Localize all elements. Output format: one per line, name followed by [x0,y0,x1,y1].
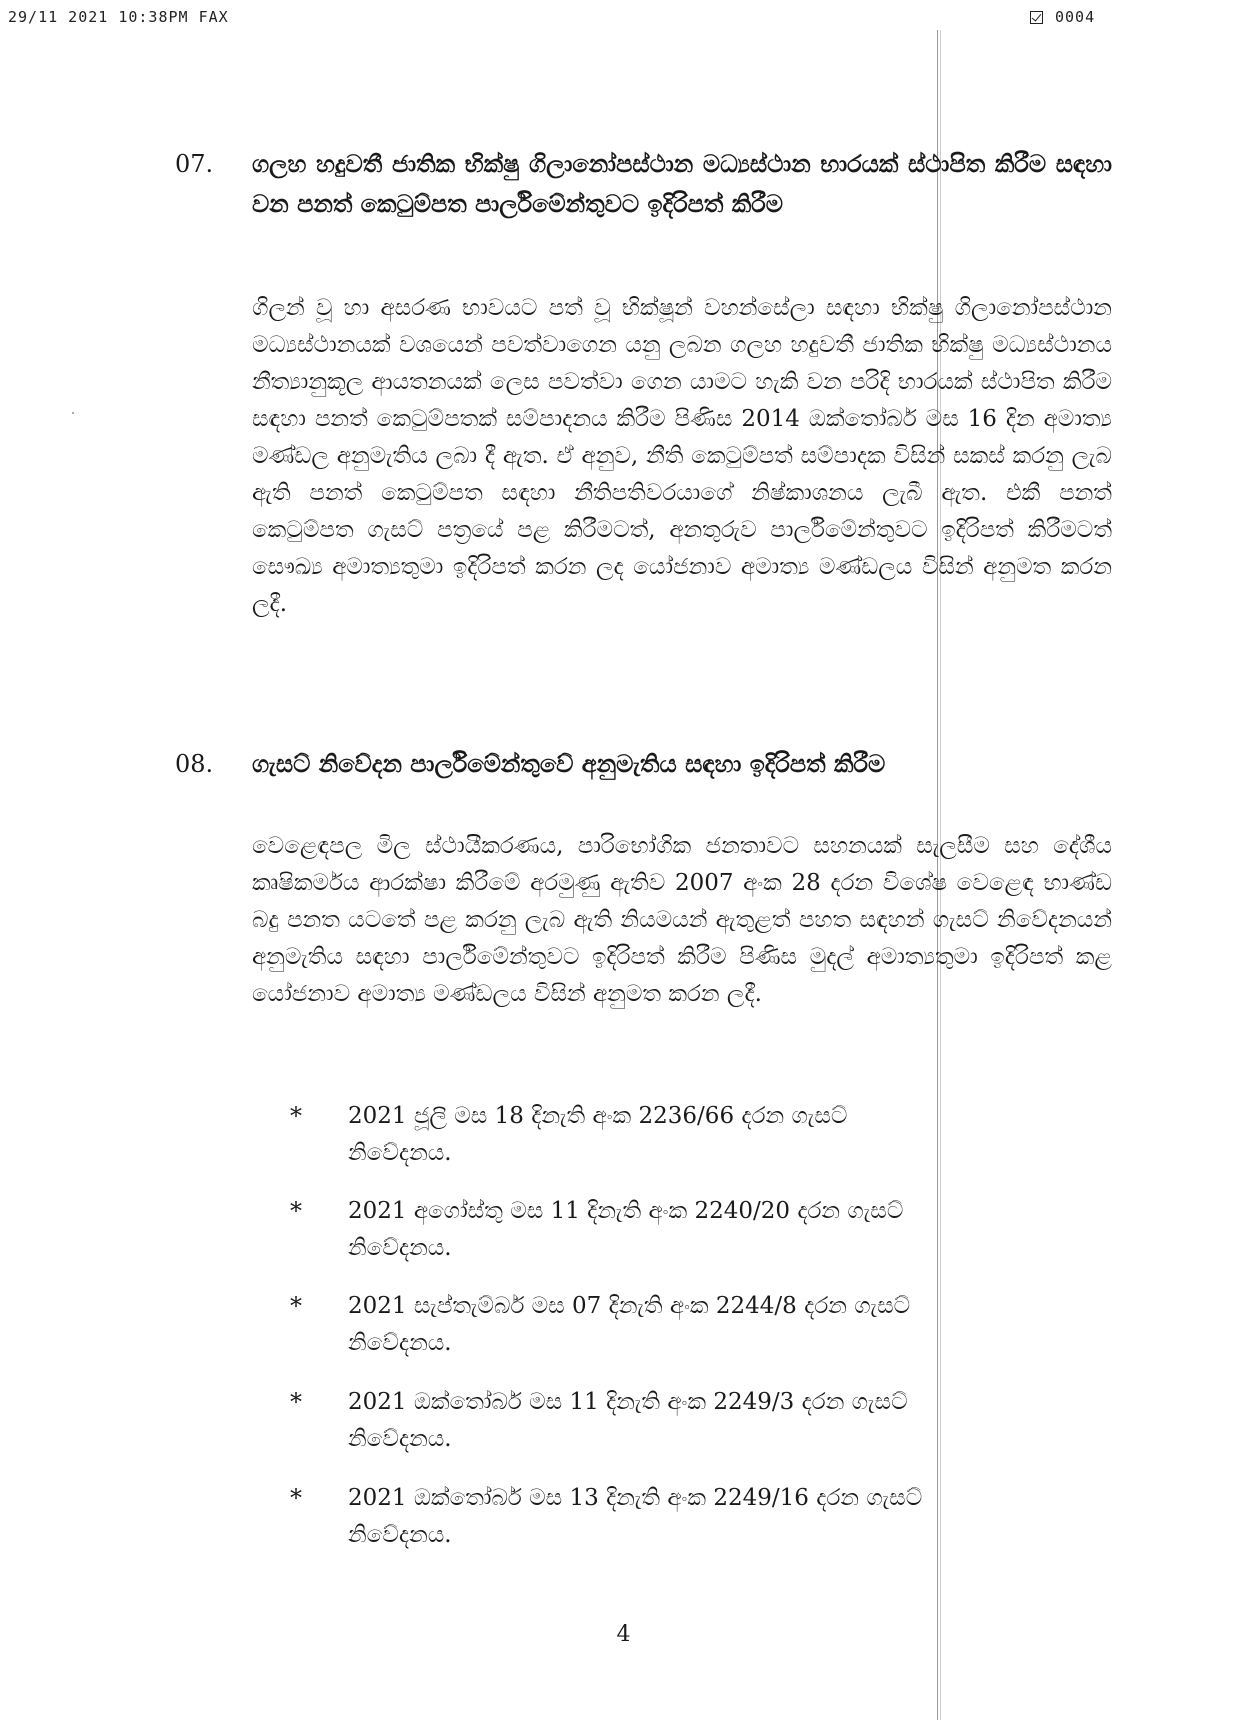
bullet-marker: * [290,1388,302,1416]
section-number: 08. [175,750,214,778]
bullet-text: 2021 සැප්තැම්බර් මස 07 දිනැති අංක 2244/8 දරන ගැසට් නිවේදනය. [348,1293,911,1356]
checkbox-icon [1030,11,1043,24]
fax-page-code: 0004 [1055,8,1096,26]
bullet-text: 2021 ඔක්තෝබර් මස 13 දිනැති අංක 2249/16 දරන ගැසට් නිවේදනය. [348,1485,923,1548]
section-title: ගලහ හදුවතී ජාතික භික්ෂු ගිලානෝපස්ථාන මධ්‍යස්ථාන භාරයක් ස්ථාපිත කිරීම සඳහා වන පනත් කෙටුම්පත පාර්ලිමේන්තුවට ඉදිරිපත් කිරීම [252,149,1112,218]
bullet-marker: * [290,1484,302,1512]
section-number: 07. [175,150,214,178]
section-body: ගිලන් වූ හා අසරණ භාවයට පත් වූ භික්ෂූන් වහන්සේලා සඳහා භික්ෂු ගිලානෝපස්ථාන මධ්‍යස්ථානයක් වශයෙන් පවත්වාගෙන යනු ලබන ගලහ හදුවතී ජාතික භික්ෂු මධ්‍යස්ථානය නීත්‍යානුකූල ආයතනයක් ලෙස පවත්වා ගෙන යාමට හැකි වන පරිදි භාරයක් ස්ථාපිත කිරීම සඳහා පනත් කෙටුම්පතක් සම්පාදනය කිරීම පිණිස 2014 ඔක්තෝබර් මස 16 දින අමාත්‍ය මණ්ඩල අනුමැතිය ලබා දී ඇත. ඒ අනුව, නීති කෙටුම්පත් සම්පාදක විසින් සකස් කරනු ලැබ ඇති පනත් කෙටුම්පත සඳහා නීතිපතිවරයාගේ නිෂ්කාශනය ලැබී ඇත. එකී පනත් කෙටුම්පත ගැසට් පත්‍රයේ පළ කිරීමටත්, අනතුරුව පාර්ලිමේන්තුවට ඉදිරිපත් කිරීමටත් සෞඛ්‍ය අමාත්‍යතුමා ඉදිරිපත් කරන ලද යෝජනාව අමාත්‍ය මණ්ඩලය විසින් අනුමත කරන ලදී. [252,295,1112,617]
fax-datetime: 29/11 2021 10:38PM FAX [8,8,229,26]
bullet-marker: * [290,1197,302,1225]
page-number: 4 [616,1622,631,1647]
bullet-text: 2021 ජූලි මස 18 දිනැති අංක 2236/66 දරන ගැසට් නිවේදනය. [348,1103,848,1166]
bullet-text: 2021 අගෝස්තු මස 11 දිනැති අංක 2240/20 දරන ගැසට් නිවේදනය. [348,1198,904,1261]
section-title: ගැසට් නිවේදන පාර්ලිමේන්තුවේ අනුමැතිය සඳහා ඉදිරිපත් කිරීම [252,749,886,778]
bullet-marker: * [290,1102,302,1130]
fax-header [0,8,1247,32]
fax-page-indicator [1030,8,1095,26]
bullet-marker: * [290,1292,302,1320]
section-body: වෙළෙඳපල මිල ස්ථායීකරණය, පාරිභෝගික ජනතාවට සහනයක් සැලසීම සහ දේශීය කෘෂිකර්මය ආරක්ෂා කිරීමේ අරමුණු ඇතිව 2007 අංක 28 දරන විශේෂ වෙළෙඳ භාණ්ඩ බදු පනත යටතේ පළ කරනු ලැබ ඇති නියමයන් ඇතුළත් පහත සඳහන් ගැසට් නිවේදනයන් අනුමැතිය සඳහා පාර්ලිමේන්තුවට ඉදිරිපත් කිරීම පිණිස මුදල් අමාත්‍යතුමා ඉදිරිපත් කළ යෝජනාව අමාත්‍ය මණ්ඩලය විසින් අනුමත කරන ලදී. [252,833,1112,1007]
scan-speck [72,412,74,414]
bullet-text: 2021 ඔක්තෝබර් මස 11 දිනැති අංක 2249/3 දරන ගැසට් නිවේදනය. [348,1389,908,1452]
